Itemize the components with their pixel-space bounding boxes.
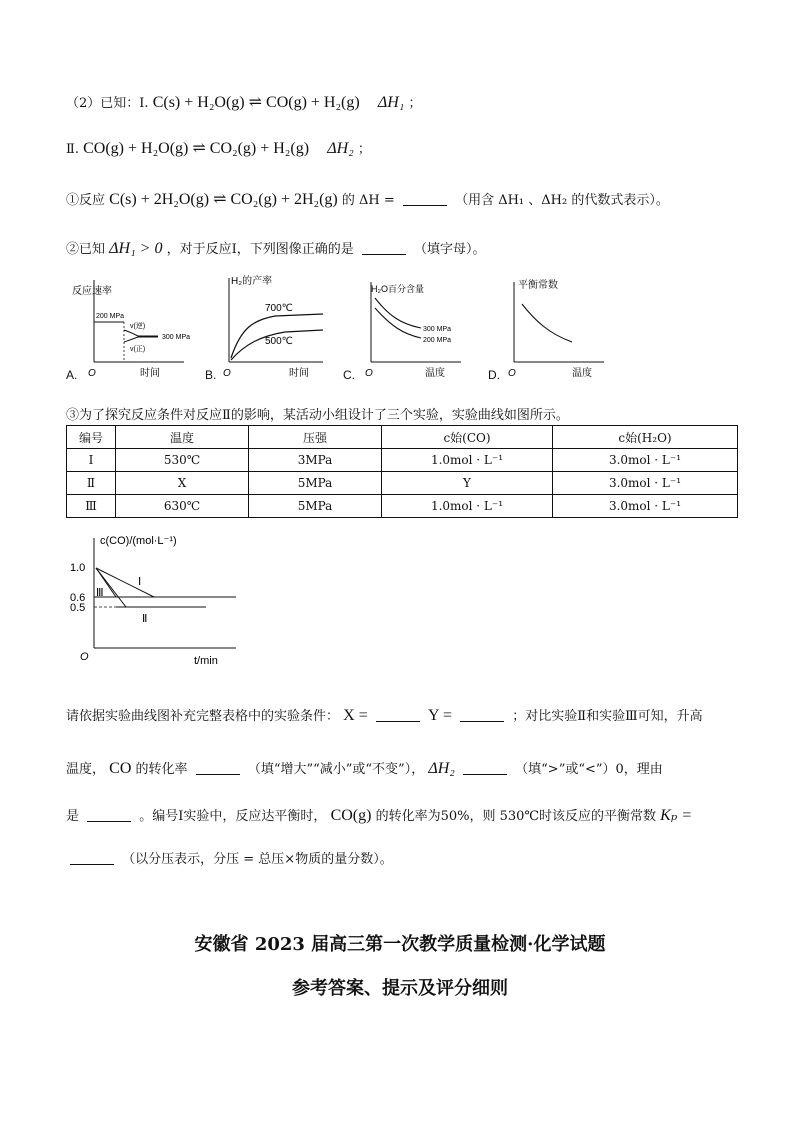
option-a-v-rev: v(逆) (130, 323, 146, 330)
question-line-4 (66, 848, 393, 867)
option-c-xlabel: 温度 (425, 368, 445, 379)
table-cell: 630℃ (116, 495, 249, 518)
option-b-t2: 500℃ (265, 336, 293, 347)
known-reaction-2 (66, 138, 371, 158)
option-a-p2: 300 MPa (162, 334, 191, 341)
option-b-label[interactable]: B. (205, 368, 217, 382)
question-line-1 (66, 705, 703, 725)
option-b-graph (205, 268, 335, 386)
separator: ； (408, 96, 422, 111)
q-text-2c: （填“增大”“减小”或“不变”）， (247, 762, 425, 777)
table-cell: 530℃ (116, 449, 249, 472)
option-c-p2: 200 MPa (423, 337, 452, 344)
table-cell: 1.0mol · L⁻¹ (382, 449, 553, 472)
experiment-table (66, 425, 738, 518)
option-a-p1: 200 MPa (96, 313, 125, 320)
q-text-2d: （填“>”或“<”）0，理由 (515, 762, 663, 777)
graph-ylabel: c(CO)/(mol·L⁻¹) (100, 535, 177, 547)
q-text-2a: 温度， (66, 762, 106, 777)
option-a-label[interactable]: A. (66, 368, 78, 382)
option-b-t1: 700℃ (265, 303, 293, 314)
table-cell: 3.0mol · L⁻¹ (553, 495, 738, 518)
reaction-1-equation: C(s) + H₂O(g) ⇌ CO(g) + H₂(g) (152, 94, 360, 111)
table-cell: 1.0mol · L⁻¹ (382, 495, 553, 518)
option-d-xlabel: 温度 (572, 368, 592, 379)
answer-blank-x[interactable] (376, 707, 420, 722)
reaction-2-equation: CO(g) + H₂O(g) ⇌ CO₂(g) + H₂(g) (83, 140, 310, 157)
sub1-reaction: C(s) + 2H₂O(g) ⇌ CO₂(g) + 2H₂(g) (109, 191, 338, 208)
kp-symbol: Kₚ = (660, 807, 693, 824)
table-row (67, 449, 738, 472)
option-c-ylabel: H₂O百分含量 (371, 284, 424, 294)
option-a-ylabel: 反应速率 (72, 286, 112, 297)
option-b-ylabel: H₂的产率 (231, 276, 273, 287)
table-header-row (67, 426, 738, 449)
sub1-text-a: 的 ΔH = (341, 193, 395, 208)
separator: ； (357, 142, 371, 157)
cog-symbol: CO(g) (330, 807, 372, 824)
sub-question-2 (66, 238, 486, 258)
header-pressure: 压强 (249, 426, 382, 449)
header-c-h2o: c始(H₂O) (553, 426, 738, 449)
y-symbol: Y = (428, 707, 452, 724)
sub-question-3 (66, 404, 569, 423)
graph-curve-2-label: Ⅱ (142, 613, 148, 625)
answer-blank-reason[interactable] (87, 807, 131, 822)
graph-curve-3-label: Ⅲ (96, 587, 104, 599)
sub1-prefix: ①反应 (66, 193, 106, 208)
table-cell: Ⅰ (67, 449, 116, 472)
q-text-2b: 的转化率 (135, 762, 188, 777)
option-c-graph (343, 272, 473, 386)
graph-y-1-0: 1.0 (70, 562, 86, 574)
table-cell: Ⅲ (67, 495, 116, 518)
known-reaction-1 (66, 92, 422, 112)
header-c-co: c始(CO) (382, 426, 553, 449)
sub2-prefix: ②已知 (66, 242, 106, 257)
table-cell: 5MPa (249, 472, 382, 495)
answer-blank-sign[interactable] (463, 760, 507, 775)
option-d-graph (488, 272, 618, 386)
answer-blank-kp[interactable] (70, 850, 114, 865)
table-cell: X (116, 472, 249, 495)
header-temperature: 温度 (116, 426, 249, 449)
table-cell: 5MPa (249, 495, 382, 518)
graph-curve-1-label: Ⅰ (138, 576, 142, 588)
table-cell: 3.0mol · L⁻¹ (553, 472, 738, 495)
graph-xlabel: t/min (194, 655, 218, 667)
sub2-text-end: （填字母）。 (414, 242, 486, 257)
q-text-4: （以分压表示，分压 = 总压×物质的量分数）。 (122, 852, 393, 867)
option-a-xlabel: 时间 (140, 368, 160, 379)
answer-key-title: 参考答案、提示及评分细则 (292, 978, 508, 999)
sub1-text-b: （用含 ΔH₁ 、ΔH₂ 的代数式表示）。 (455, 193, 669, 208)
option-b-xlabel: 时间 (289, 368, 309, 379)
concentration-time-graph (66, 528, 246, 672)
delta-h2-symbol: ΔH₂ (327, 140, 354, 157)
q-text-1-end: ；对比实验Ⅱ和实验Ⅲ可知，升高 (512, 709, 703, 724)
option-b-origin: O (223, 368, 231, 379)
graph-y-0-6: 0.6 (70, 592, 86, 604)
q-text-3b: 。编号Ⅰ实验中，反应达平衡时， (139, 809, 327, 824)
option-d-ylabel: 平衡常数 (518, 280, 558, 291)
table-cell: 3.0mol · L⁻¹ (553, 449, 738, 472)
table-row (67, 495, 738, 518)
answer-blank[interactable] (403, 191, 447, 206)
delta-h1-symbol: ΔH₁ (377, 94, 405, 111)
answer-blank-conversion[interactable] (196, 760, 240, 775)
option-a-v-fwd: v(正) (130, 346, 146, 353)
table-cell: Y (382, 472, 553, 495)
question-line-2 (66, 758, 663, 778)
option-c-origin: O (365, 368, 373, 379)
q-text-3a: 是 (66, 809, 80, 824)
option-d-origin: O (508, 368, 516, 379)
exam-title: 安徽省 2023 届高三第一次教学质量检测·化学试题 (194, 934, 606, 955)
x-symbol: X = (343, 707, 368, 724)
option-c-label[interactable]: C. (343, 368, 355, 382)
question-line-3 (66, 805, 692, 825)
reaction-2-prefix: Ⅱ. (66, 142, 79, 157)
option-c-p1: 300 MPa (423, 326, 452, 333)
answer-blank-y[interactable] (460, 707, 504, 722)
intro-text: （2）已知：Ⅰ. (66, 96, 149, 111)
q-text-3c: 的转化率为50%，则 530℃时该反应的平衡常数 (375, 809, 656, 824)
delta-h2-symbol: ΔH₂ (428, 760, 455, 777)
option-a-graph (66, 272, 196, 386)
sub2-text: ，对于反应Ⅰ，下列图像正确的是 (166, 242, 354, 257)
table-cell: 3MPa (249, 449, 382, 472)
sub3-text: ③为了探究反应条件对反应Ⅱ的影响，某活动小组设计了三个实验，实验曲线如图所示。 (66, 408, 569, 423)
graph-y-0-5: 0.5 (70, 602, 86, 614)
header-id: 编号 (67, 426, 116, 449)
table-row (67, 472, 738, 495)
sub-question-1 (66, 189, 669, 209)
option-a-origin: O (88, 368, 96, 379)
graph-origin: O (80, 651, 89, 663)
answer-blank[interactable] (362, 240, 406, 255)
table-cell: Ⅱ (67, 472, 116, 495)
sub2-condition: ΔH₁ > 0 (109, 240, 163, 257)
co-symbol: CO (109, 760, 132, 777)
q-text-1: 请依据实验曲线图补充完整表格中的实验条件： (66, 709, 340, 724)
option-d-label[interactable]: D. (488, 368, 500, 382)
